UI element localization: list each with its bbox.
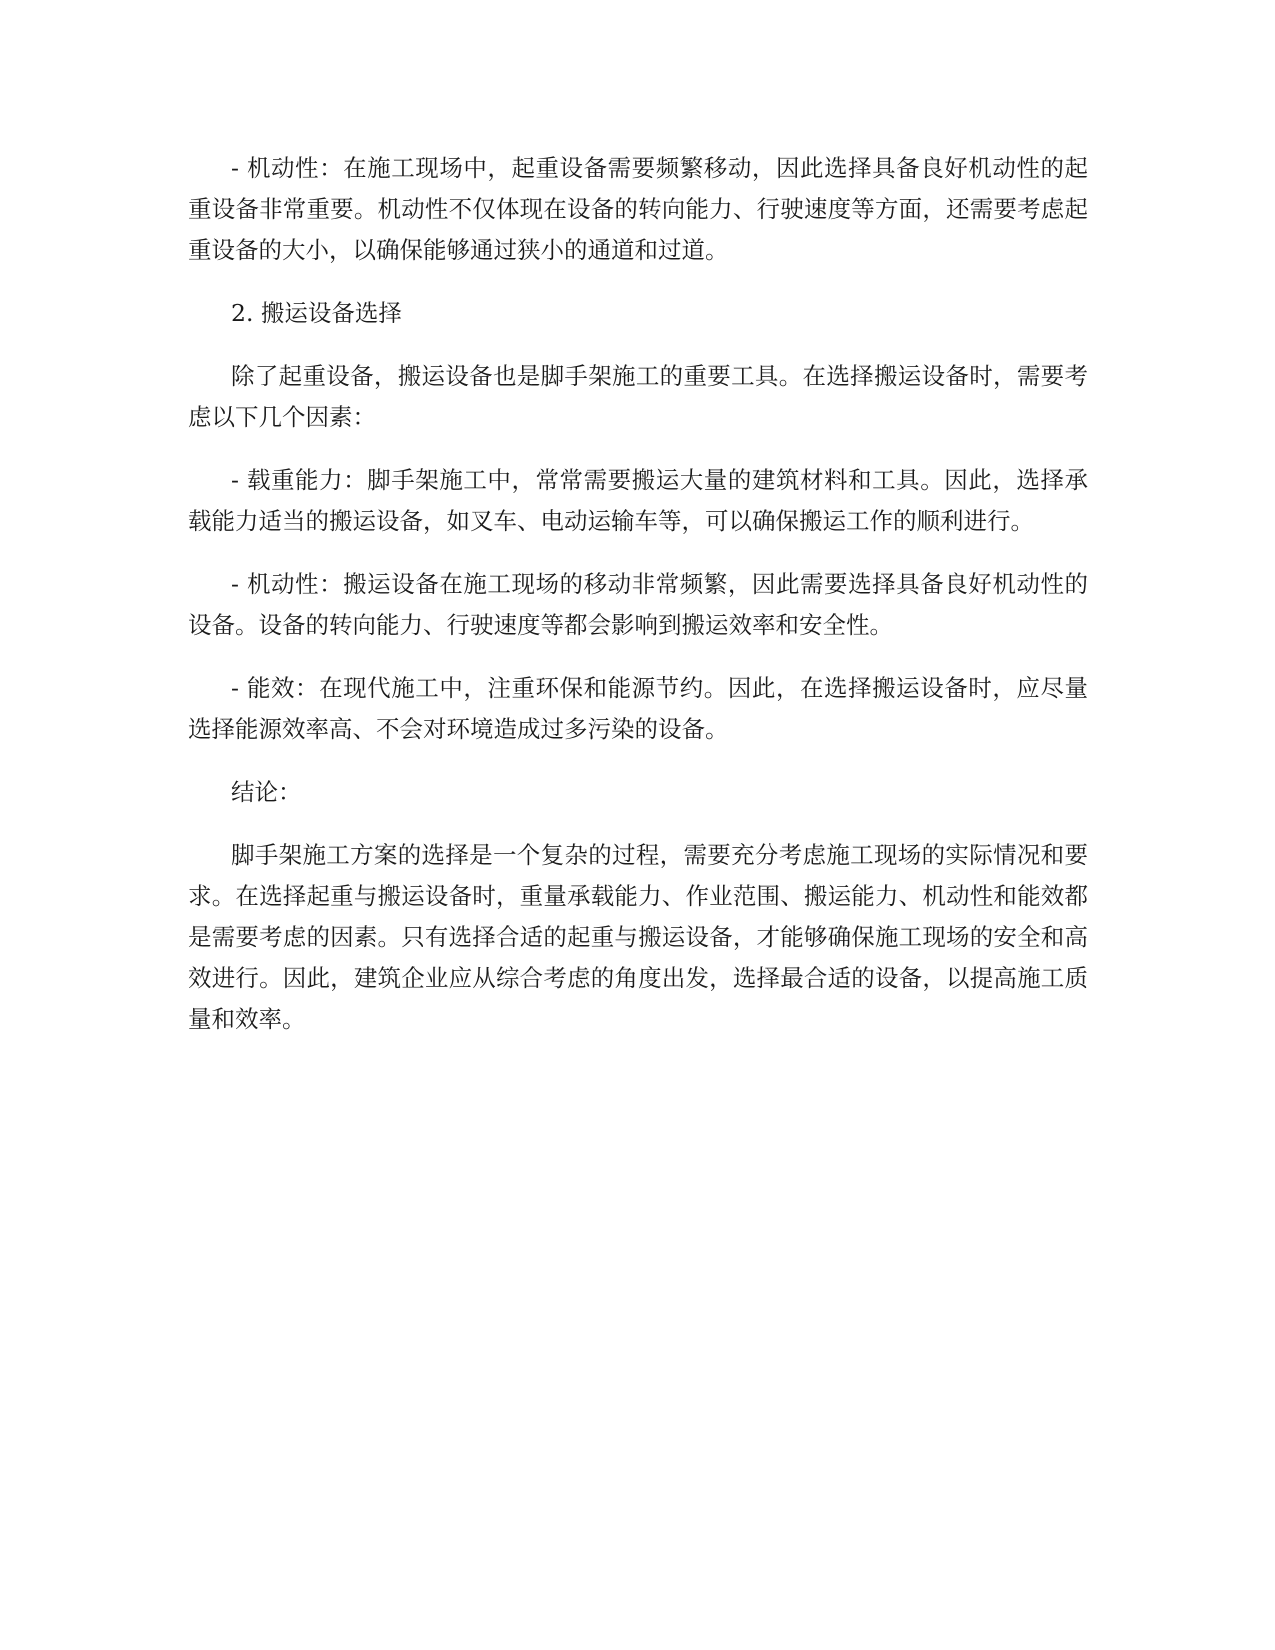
- paragraph-conclusion: 脚手架施工方案的选择是一个复杂的过程，需要充分考虑施工现场的实际情况和要求。在选择起重与搬运设备时，重量承载能力、作业范围、搬运能力、机动性和能效都是需要考虑的因素。只有选择合适的起重与搬运设备，才能够确保施工现场的安全和高效进行。因此，建筑企业应从综合考虑的角度出发，选择最合适的设备，以提高施工质量和效率。: [188, 841, 1088, 1033]
- paragraph-load-capacity: - 载重能力：脚手架施工中，常常需要搬运大量的建筑材料和工具。因此，选择承载能力适当的搬运设备，如叉车、电动运输车等，可以确保搬运工作的顺利进行。: [188, 466, 1088, 535]
- paragraph-handling-intro: 除了起重设备，搬运设备也是脚手架施工的重要工具。在选择搬运设备时，需要考虑以下几个因素：: [188, 362, 1088, 431]
- conclusion-heading: 结论：: [231, 778, 302, 806]
- document-body: [188, 148, 1088, 1062]
- paragraph-crane-mobility: - 机动性：在施工现场中，起重设备需要频繁移动，因此选择具备良好机动性的起重设备非常重要。机动性不仅体现在设备的转向能力、行驶速度等方面，还需要考虑起重设备的大小，以确保能够通过狭小的通道和过道。: [188, 154, 1088, 264]
- paragraph-energy-efficiency: - 能效：在现代施工中，注重环保和能源节约。因此，在选择搬运设备时，应尽量选择能源效率高、不会对环境造成过多污染的设备。: [188, 674, 1088, 743]
- paragraph-handling-mobility: - 机动性：搬运设备在施工现场的移动非常频繁，因此需要选择具备良好机动性的设备。设备的转向能力、行驶速度等都会影响到搬运效率和安全性。: [188, 570, 1088, 639]
- section-heading-handling-equipment: 2. 搬运设备选择: [231, 299, 402, 327]
